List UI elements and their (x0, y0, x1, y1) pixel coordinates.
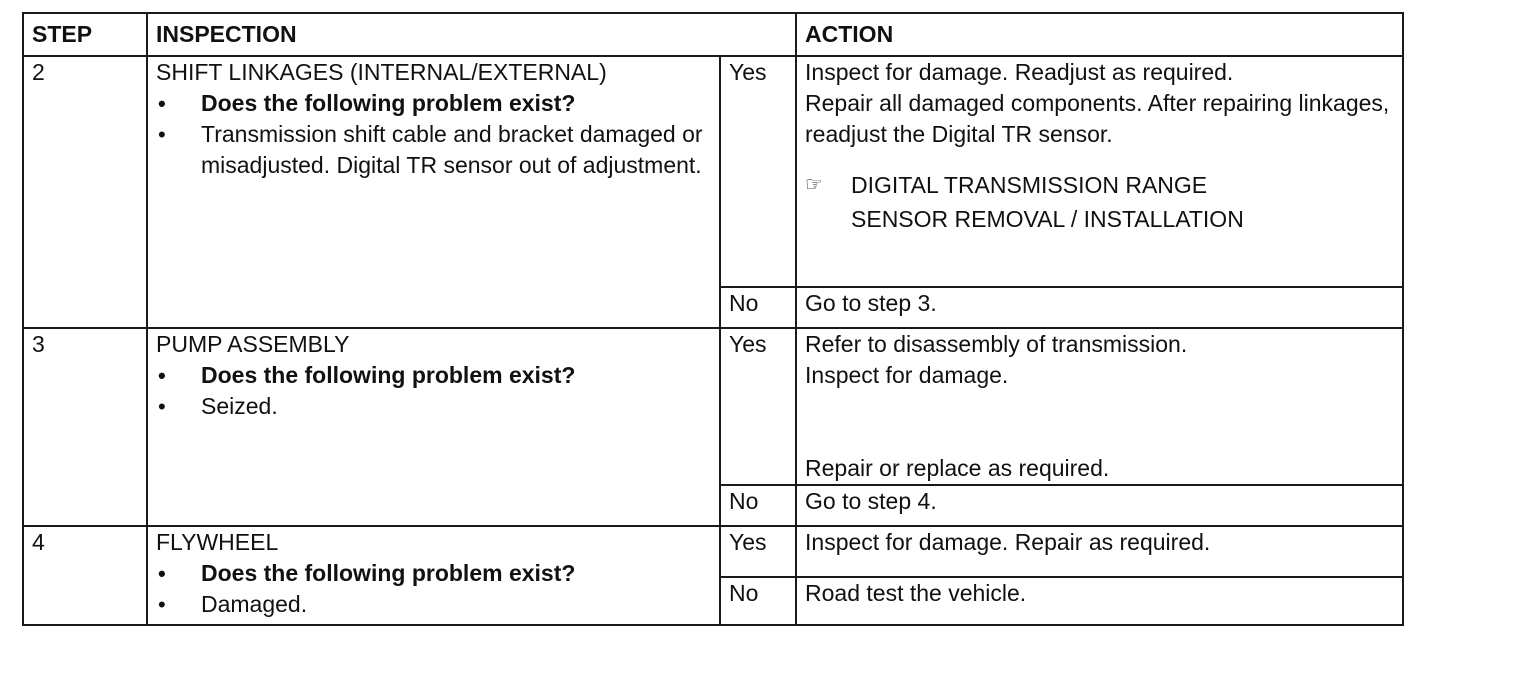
action-line: Repair all damaged components. After repairing linkages, readjust the Digital TR sensor. (805, 90, 1390, 147)
inspection-cell (147, 328, 720, 526)
no-action-text: Go to step 3. (796, 287, 1403, 328)
yes-action-cell (796, 56, 1403, 287)
spacer (805, 391, 1394, 453)
step-number: 4 (23, 526, 147, 625)
reference-link[interactable] (805, 168, 1394, 236)
reference-line: DIGITAL TRANSMISSION RANGE (851, 172, 1208, 198)
no-label: No (720, 577, 796, 625)
inspection-condition: • Transmission shift cable and bracket damaged or misadjusted. Digital TR sensor out of adjustment. (156, 119, 711, 181)
inspection-question: • Does the following problem exist? (156, 558, 711, 589)
no-action-text: Go to step 4. (796, 485, 1403, 526)
step-number: 2 (23, 56, 147, 328)
no-label: No (720, 485, 796, 526)
inspection-title: PUMP ASSEMBLY (156, 331, 350, 357)
yes-label: Yes (720, 328, 796, 485)
inspection-cell (147, 56, 720, 328)
yes-action-text: Inspect for damage. Repair as required. (796, 526, 1403, 577)
reference-text[interactable] (851, 168, 1244, 236)
action-line: Repair or replace as required. (805, 455, 1110, 481)
table-row (23, 56, 1403, 287)
reference-line: SENSOR REMOVAL / INSTALLATION (851, 206, 1244, 232)
action-line: Refer to disassembly of transmission. (805, 331, 1188, 357)
yes-action-cell (796, 328, 1403, 485)
action-line: Inspect for damage. (805, 362, 1009, 388)
inspection-condition: • Damaged. (156, 589, 711, 620)
table-header-row (23, 13, 1403, 56)
header-step: STEP (23, 13, 147, 56)
inspection-title: SHIFT LINKAGES (INTERNAL/EXTERNAL) (156, 59, 607, 85)
action-line: Inspect for damage. Readjust as required. (805, 59, 1234, 85)
yes-label: Yes (720, 526, 796, 577)
no-action-text: Road test the vehicle. (796, 577, 1403, 625)
pointing-hand-icon: ☞ (805, 174, 823, 196)
step-number: 3 (23, 328, 147, 526)
inspection-question: • Does the following problem exist? (156, 360, 711, 391)
header-inspection: INSPECTION (147, 13, 796, 56)
inspection-bullets (156, 558, 711, 620)
inspection-cell (147, 526, 720, 625)
table-row (23, 526, 1403, 577)
inspection-title: FLYWHEEL (156, 529, 279, 555)
yes-label: Yes (720, 56, 796, 287)
inspection-bullets (156, 360, 711, 422)
inspection-condition: • Seized. (156, 391, 711, 422)
table-row (23, 328, 1403, 485)
inspection-bullets (156, 88, 711, 181)
no-label: No (720, 287, 796, 328)
inspection-question: • Does the following problem exist? (156, 88, 711, 119)
header-action: ACTION (796, 13, 1403, 56)
diagnosis-table (22, 12, 1404, 626)
